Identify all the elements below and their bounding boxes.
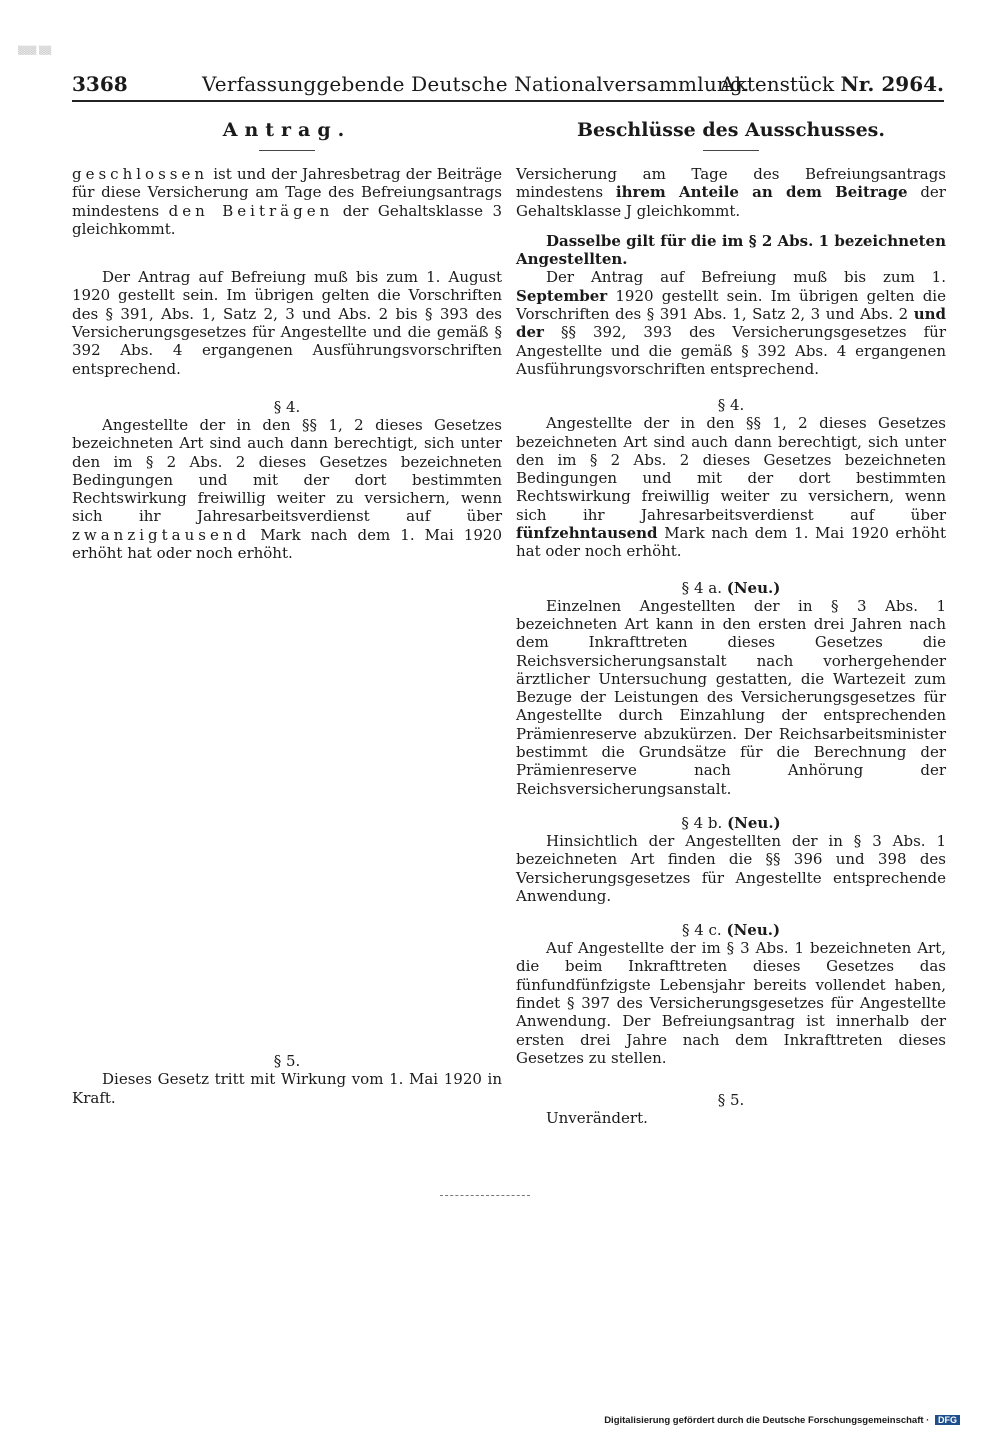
text-span: Mark nach dem 1. Mai 1920 erhöht hat oder noch erhöht. <box>516 524 946 561</box>
column-title: Beschlüsse des Ausschusses. <box>577 119 885 141</box>
paragraph: Der Antrag auf Befreiung muß bis zum 1. August 1920 gestellt sein. Im übrigen gelten die Vorschriften des § 391, Abs. 1, Satz 2, 3 und Abs. 2 bis § 393 des Versicherungsgesetzes für Angestellte und die gemäß § 392 Abs. 4 ergangenen Ausführungsvorschriften entsprechend. <box>72 268 502 378</box>
text-span: ist und der Jahresbetrag der Beiträge für diese Versicherung am Tage des Befreiungsantrags mindestens <box>72 165 502 220</box>
paragraph: Dieses Gesetz tritt mit Wirkung vom 1. Mai 1920 in Kraft. <box>72 1070 502 1107</box>
paragraph: Auf Angestellte der im § 3 Abs. 1 bezeichneten Art, die beim Inkrafttreten dieses Gesetzes das fünfundfünfzigste Lebensjahr bereits vollendet haben, findet § 397 des Versicherungsgesetzes für Angestellte Anwendung. Der Befreiungsantrag ist innerhalb der ersten drei Jahre nach dem Inkrafttreten dieses Gesetzes zu stellen. <box>516 939 946 1067</box>
spaced-word: zwanzigtausend <box>72 525 251 544</box>
paragraph-bold: Dasselbe gilt für die im § 2 Abs. 1 bezeichneten Angestellten. <box>516 231 946 269</box>
aktenstueck-number: Nr. 2964. <box>840 72 944 96</box>
text-span: der Gehaltsklasse J gleichkommt. <box>516 183 946 220</box>
title-rule <box>703 150 759 151</box>
credit-text: Digitalisierung gefördert durch die Deutsche Forschungsgemeinschaft <box>604 1415 924 1426</box>
paragraph: Einzelnen Angestellten der in § 3 Abs. 1 bezeichneten Art kann in den ersten drei Jahren nach dem Inkrafttreten dieses Gesetzes die Reichsversicherungsanstalt nach vorhergehender ärztlicher Untersuchung gestatten, die Wartezeit zum Bezuge der Leistungen des Versicherungsgesetzes für Angestellte durch Einzahlung der entsprechenden Prämienreserve abzukürzen. Der Reichsarbeitsminister bestimmt die Grundsätze für die Berechnung der Prämienreserve nach Anhörung der Reichsversicherungsanstalt. <box>516 596 946 798</box>
section-number: § 4 b. <box>681 813 723 832</box>
text-span: Versicherung am Tage des Befreiungsantrags mindestens <box>516 165 946 202</box>
section-heading <box>516 579 946 597</box>
digitization-credit: Digitalisierung gefördert durch die Deutsche Forschungsgemeinschaft · DFG <box>604 1415 960 1426</box>
paragraph <box>516 414 946 560</box>
column-title: Antrag. <box>222 119 352 141</box>
library-stamp: ▒▒▒ ▒▒ <box>18 46 52 55</box>
paragraph <box>516 165 946 220</box>
neu-label: (Neu.) <box>727 813 781 832</box>
end-rule <box>440 1195 530 1196</box>
page-header-title: Verfassunggebende Deutsche Nationalversammlung. <box>202 72 750 96</box>
section-number: § 4 a. <box>681 578 722 597</box>
column-beschluesse <box>516 118 946 1127</box>
header-rule <box>72 100 944 102</box>
paragraph <box>516 268 946 378</box>
column-antrag <box>72 118 502 1107</box>
spaced-word: den Beiträgen <box>168 201 334 220</box>
section-heading: § 5. <box>273 1052 301 1071</box>
section-number: § 4 c. <box>681 921 722 940</box>
section-heading: § 5. <box>717 1091 745 1110</box>
neu-label: (Neu.) <box>726 578 781 597</box>
text-span: Der Antrag auf Befreiung muß bis zum 1. <box>546 268 946 287</box>
section-heading: § 4. <box>717 396 745 415</box>
bold-text: September <box>516 286 608 305</box>
paragraph: Unverändert. <box>546 1109 648 1128</box>
bold-text: fünfzehntausend <box>516 524 658 543</box>
paragraph <box>72 165 502 238</box>
section-heading <box>516 921 946 939</box>
spaced-word: geschlossen <box>72 165 208 183</box>
neu-label: (Neu.) <box>726 921 781 940</box>
section-heading <box>516 814 946 832</box>
text-span: Angestellte der in den §§ 1, 2 dieses Gesetzes bezeichneten Art sind auch dann berechtigt, sich unter den im § 2 Abs. 2 dieses Gesetzes bezeichneten Bedingungen und mit der dort bestimmten Rechtswirkung freiwillig weiter zu versichern, wenn sich ihr Jahresarbeitsverdienst auf über <box>516 414 946 524</box>
page-header <box>72 72 944 98</box>
document-number <box>720 72 944 96</box>
paragraph: Hinsichtlich der Angestellten der in § 3 Abs. 1 bezeichneten Art finden die §§ 396 und 398 des Versicherungsgesetzes für Angestellte entsprechende Anwendung. <box>516 831 946 905</box>
title-rule <box>259 150 315 151</box>
text-span: §§ 392, 393 des Versicherungsgesetzes für Angestellte und die gemäß § 392 Abs. 4 ergangenen Ausführungsvorschriften entsprechend. <box>516 323 946 378</box>
text-span: Angestellte der in den §§ 1, 2 dieses Gesetzes bezeichneten Art sind auch dann berechtigt, sich unter den im § 2 Abs. 2 dieses Gesetzes bezeichneten Bedingungen und mit der dort bestimmten Rechtswirkung freiwillig weiter zu versichern, wenn sich ihr Jahresarbeitsverdienst auf über <box>72 415 502 526</box>
text-span: Mark nach dem 1. Mai 1920 erhöht hat oder noch erhöht. <box>72 525 502 563</box>
aktenstueck-label: Aktenstück <box>720 72 835 96</box>
dfg-logo: DFG <box>935 1415 960 1425</box>
section-heading: § 4. <box>273 397 301 416</box>
paragraph <box>72 416 502 562</box>
bold-text: und der <box>516 305 946 342</box>
text-span: der Gehaltsklasse 3 gleichkommt. <box>72 201 502 238</box>
bold-text: ihrem Anteile an dem Beitrage <box>615 183 908 202</box>
page-number: 3368 <box>72 72 128 96</box>
text-span: 1920 gestellt sein. Im übrigen gelten die Vorschriften des § 391 Abs. 1, Satz 2, 3 und Abs. 2 <box>516 286 946 324</box>
